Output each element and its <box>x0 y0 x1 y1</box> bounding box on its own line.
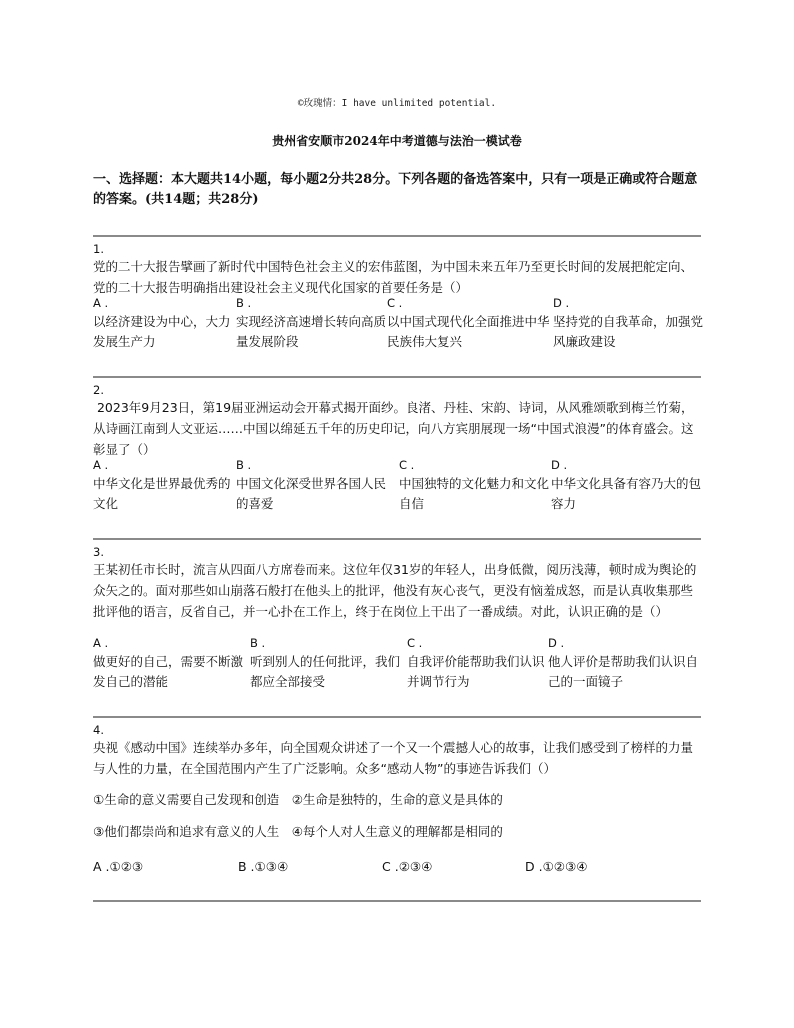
option-c[interactable] <box>407 636 547 691</box>
option-letter: A . <box>93 458 109 472</box>
option-b[interactable] <box>236 296 386 351</box>
statement-line: ③他们都崇尚和追求有意义的人生 ④每个人对人生意义的理解都是相同的 <box>93 824 503 839</box>
option-letter: A . <box>93 859 110 874</box>
option-letter: D . <box>525 859 543 874</box>
option-text: ②③④ <box>398 859 433 874</box>
option-letter: B . <box>236 296 252 310</box>
option-letter: C . <box>387 296 403 310</box>
option-text: 他人评价是帮助我们认识自己的一面镜子 <box>548 654 699 689</box>
option-d[interactable] <box>553 296 703 351</box>
option-letter: D . <box>553 296 570 310</box>
option-text: 中华文化具备有容乃大的包容力 <box>551 476 702 511</box>
section-heading: 一、选择题：本大题共14小题，每小题2分共28分。下列各题的备选答案中，只有一项是正确或符合题意的答案。(共14题；共28分) <box>93 172 698 207</box>
option-c[interactable] <box>387 296 552 351</box>
question-number: 2. <box>93 383 104 397</box>
option-d[interactable] <box>548 636 703 691</box>
question-divider <box>93 235 701 237</box>
question-text: 央视《感动中国》连续举办多年，向全国观众讲述了一个又一个震撼人心的故事，让我们感受到了榜样的力量与人性的力量，在全国范围内产生了广泛影响。众多“感动人物”的事迹告诉我们（） <box>93 740 694 776</box>
option-b[interactable] <box>236 458 396 513</box>
option-letter: D . <box>548 636 565 650</box>
page-title: 贵州省安顺市2024年中考道德与法治一模试卷 <box>272 134 522 148</box>
option-letter: C . <box>382 859 399 874</box>
header-note: ©玫瑰情：I have unlimited potential. <box>297 98 497 109</box>
option-letter: D . <box>551 458 568 472</box>
option-letter: B . <box>250 636 266 650</box>
option-text: ①②③④ <box>542 859 588 874</box>
option-text: 以中国式现代化全面推进中华民族伟大复兴 <box>387 314 550 349</box>
question-divider <box>93 716 701 718</box>
option-letter: C . <box>407 636 423 650</box>
option-d[interactable] <box>525 858 587 876</box>
option-a[interactable] <box>93 296 235 351</box>
option-text: 实现经济高速增长转向高质量发展阶段 <box>236 314 387 349</box>
option-text: ①②③ <box>109 859 144 874</box>
statement-line: ①生命的意义需要自己发现和创造 ②生命是独特的，生命的意义是具体的 <box>93 792 503 807</box>
option-text: ①③④ <box>254 859 289 874</box>
question-number: 4. <box>93 723 104 737</box>
option-text: 中国文化深受世界各国人民的喜爱 <box>236 476 387 511</box>
question-text: 王某初任市长时，流言从四面八方席卷而来。这位年仅31岁的年轻人，出身低微，阅历浅薄，顿时成为舆论的众矢之的。面对那些如山崩落石般打在他头上的批评，他没有灰心丧气，更没有恼羞成怒，而是认真收集那些批评他的语言，反省自己，并一心扑在工作上，终于在岗位上干出了一番成绩。对此，认识正确的是（） <box>93 562 697 619</box>
option-text: 听到别人的任何批评，我们都应全部接受 <box>250 654 401 689</box>
question-divider <box>93 900 701 902</box>
option-c[interactable] <box>399 458 551 513</box>
option-b[interactable] <box>238 858 288 876</box>
option-letter: B . <box>236 458 252 472</box>
option-letter: C . <box>399 458 415 472</box>
question-number: 1. <box>93 242 104 256</box>
option-text: 中华文化是世界最优秀的文化 <box>93 476 231 511</box>
option-letter: A . <box>93 636 109 650</box>
option-c[interactable] <box>382 858 432 876</box>
question-number: 3. <box>93 545 104 559</box>
option-letter: A . <box>93 296 109 310</box>
option-a[interactable] <box>93 858 143 876</box>
option-text: 中国独特的文化魅力和文化自信 <box>399 476 550 511</box>
question-text: 2023年9月23日，第19届亚洲运动会开幕式揭开面纱。良渚、丹桂、宋韵、诗词，从风雅颂歌到梅兰竹菊，从诗画江南到人文亚运……中国以绵延五千年的历史印记，向八方宾朋展现一场“中国式浪漫”的体育盛会。这彰显了（） <box>93 400 694 457</box>
option-b[interactable] <box>250 636 405 691</box>
question-divider <box>93 376 701 378</box>
option-text: 以经济建设为中心，大力发展生产力 <box>93 314 231 349</box>
option-text: 做更好的自己，需要不断激发自己的潜能 <box>93 654 244 689</box>
option-text: 坚持党的自我革命，加强党风廉政建设 <box>553 314 704 349</box>
question-text: 党的二十大报告擘画了新时代中国特色社会主义的宏伟蓝图，为中国未来五年乃至更长时间的发展把舵定向、党的二十大报告明确指出建设社会主义现代化国家的首要任务是（） <box>93 259 694 295</box>
option-a[interactable] <box>93 636 248 691</box>
option-letter: B . <box>238 859 255 874</box>
option-d[interactable] <box>551 458 703 513</box>
option-a[interactable] <box>93 458 235 513</box>
option-text: 自我评价能帮助我们认识并调节行为 <box>407 654 545 689</box>
question-divider <box>93 538 701 540</box>
